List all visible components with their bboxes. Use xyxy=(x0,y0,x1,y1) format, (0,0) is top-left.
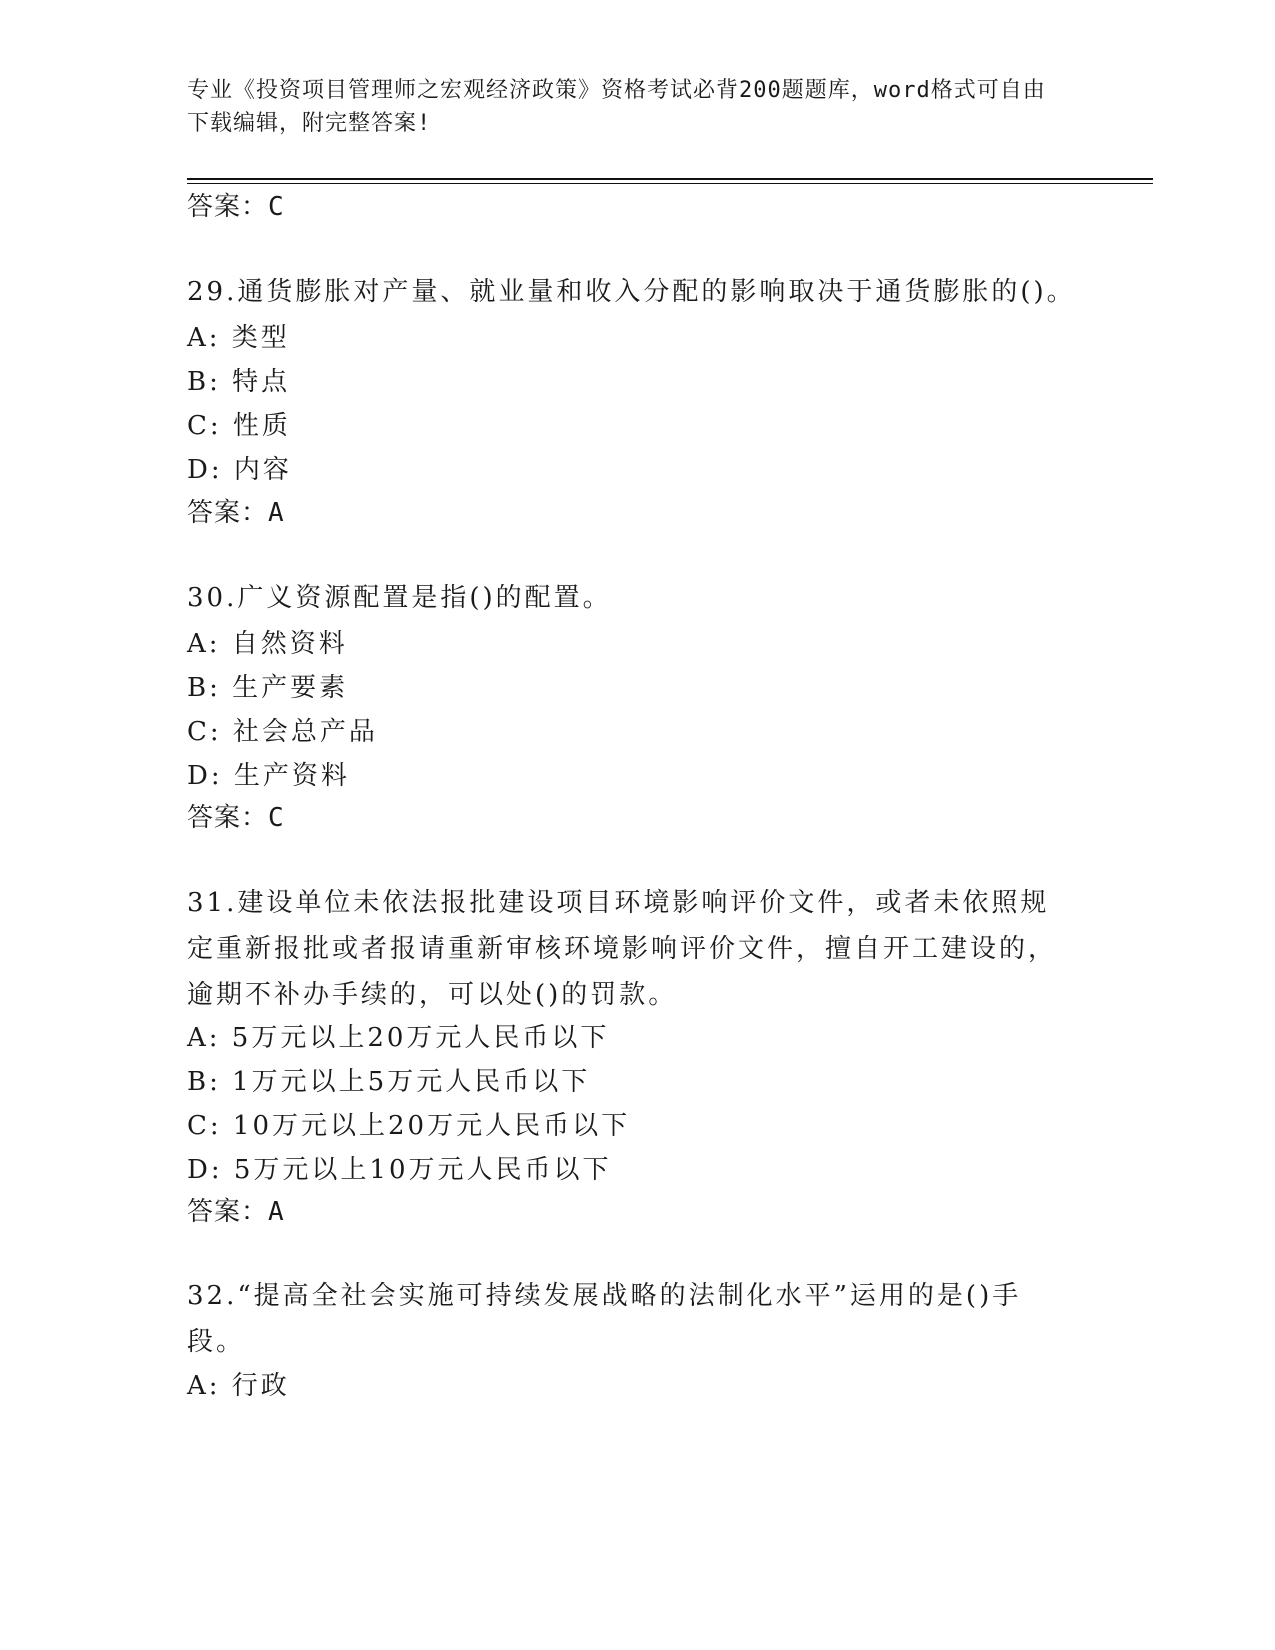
question-31-option-a: A: 5万元以上20万元人民币以下 xyxy=(187,1023,610,1053)
question-30-answer: 答案：C xyxy=(187,803,285,833)
header-rule-thin xyxy=(187,183,1153,184)
answer-prev: 答案：C xyxy=(187,192,285,222)
question-32-option-a: A: 行政 xyxy=(187,1371,290,1401)
question-30-option-d: D: 生产资料 xyxy=(187,761,350,791)
question-30-stem: 30.广义资源配置是指()的配置。 xyxy=(187,583,612,613)
question-29-answer: 答案：A xyxy=(187,498,285,528)
question-29-stem: 29.通货膨胀对产量、就业量和收入分配的影响取决于通货膨胀的()。 xyxy=(187,277,1076,307)
question-30-option-b: B: 生产要素 xyxy=(187,673,349,703)
question-31-option-b: B: 1万元以上5万元人民币以下 xyxy=(187,1067,591,1097)
question-30-option-a: A: 自然资料 xyxy=(187,629,348,659)
document-header: 专业《投资项目管理师之宏观经济政策》资格考试必背200题题库，word格式可自由下载编辑，附完整答案! xyxy=(187,78,1046,136)
question-29-option-d: D: 内容 xyxy=(187,455,292,485)
question-31-option-c: C: 10万元以上20万元人民币以下 xyxy=(187,1111,631,1141)
question-31-stem: 31.建设单位未依法报批建设项目环境影响评价文件，或者未依照规定重新报批或者报请重新审核环境影响评价文件，擅自开工建设的，逾期不补办手续的，可以处()的罚款。 xyxy=(187,888,1058,1010)
question-31-answer: 答案：A xyxy=(187,1197,285,1227)
question-30-option-c: C: 社会总产品 xyxy=(187,717,378,747)
question-29-option-b: B: 特点 xyxy=(187,367,291,397)
header-rule-thick xyxy=(187,178,1153,180)
question-32-stem: 32.“提高全社会实施可持续发展战略的法制化水平”运用的是()手段。 xyxy=(187,1281,1022,1357)
question-29-option-a: A: 类型 xyxy=(187,323,290,353)
question-29-option-c: C: 性质 xyxy=(187,411,291,441)
question-31-option-d: D: 5万元以上10万元人民币以下 xyxy=(187,1155,612,1185)
